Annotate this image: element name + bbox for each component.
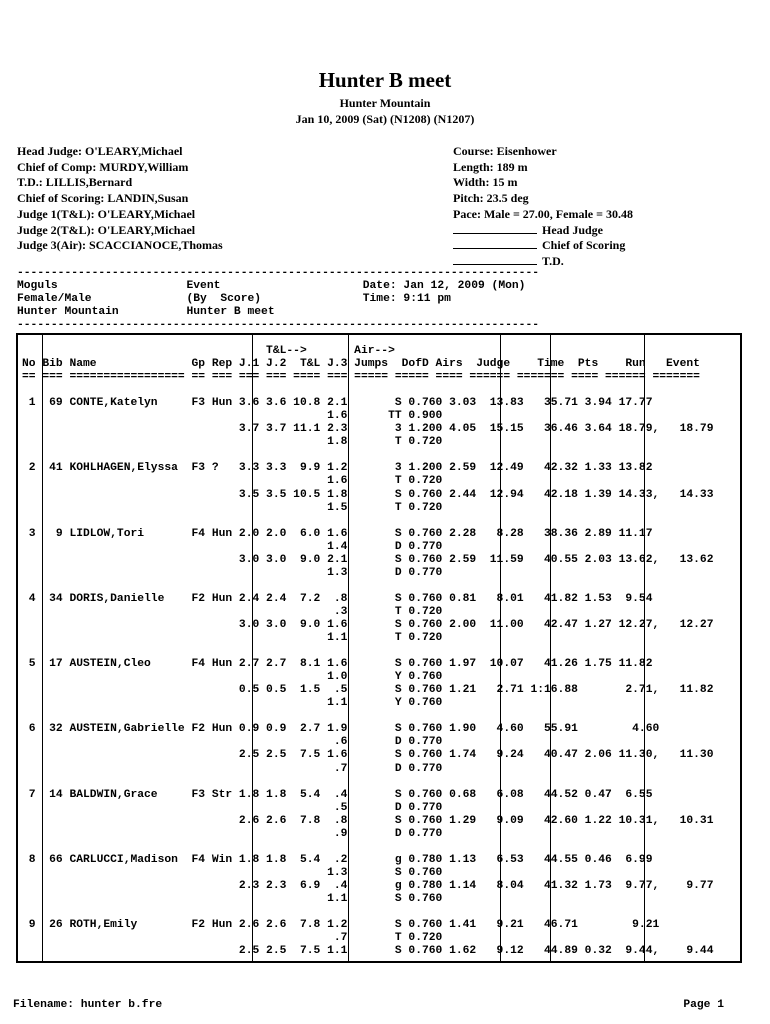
- signature-label: Head Judge: [542, 222, 604, 237]
- official-head-judge: Head Judge: O'LEARY,Michael: [17, 144, 183, 158]
- course-pitch: Pitch: 23.5 deg: [453, 191, 529, 206]
- results-table: [16, 333, 742, 963]
- signature-label: Chief of Scoring: [542, 238, 626, 253]
- footer-filename: Filename: hunter b.fre: [13, 999, 163, 1011]
- course-name: Course: Eisenhower: [453, 144, 557, 158]
- venue-subtitle: Hunter Mountain: [339, 96, 431, 110]
- officials-list: [17, 144, 223, 254]
- official-judge-3: Judge 3(Air): SCACCIANOCE,Thomas: [17, 238, 223, 253]
- footer-page-number: Page 1: [683, 999, 724, 1011]
- course-length: Length: 189 m: [453, 159, 528, 174]
- signature-label: T.D.: [542, 253, 564, 268]
- signature-line: [453, 254, 537, 265]
- official-td: T.D.: LILLIS,Bernard: [17, 175, 133, 190]
- official-judge-2: Judge 2(T&L): O'LEARY,Michael: [17, 222, 196, 237]
- date-subtitle: Jan 10, 2009 (Sat) (N1208) (N1207): [295, 112, 475, 126]
- event-info-block: ----------------------------------------------------------------------------- Moguls Event Date: Jan 12, 2009 (Mon) Female/Male (By Score) Time: 9:11 pm Hunter Mountain Hunter B meet -----------------------------------------------------------------------------: [17, 267, 540, 331]
- official-judge-1: Judge 1(T&L): O'LEARY,Michael: [17, 206, 196, 221]
- official-chief-of-comp: Chief of Comp: MURDY,William: [17, 159, 189, 174]
- signature-line: [453, 238, 537, 249]
- signature-line: [453, 223, 537, 234]
- signature-chief-of-scoring: [453, 238, 633, 254]
- course-pace: Pace: Male = 27.00, Female = 30.48: [453, 206, 633, 221]
- results-table-text: T&L--> Air--> No Bib Name Gp Rep J.1 J.2 T&L J.3 Jumps DofD Airs Judge Time Pts Run Event == === ================= == === === === ==== === ===== ===== ==== ====== ======= ==== ====== ======= 1 69 CONTE,Katelyn F3 Hun 3.6 3.6 10.8 2.1 S 0.760 3.03 13.83 35.71 3.94 17.77 1.6 TT 0.900 3.7 3.7 11.1 2.3 3 1.200 4.05 15.15 36.46 3.64 18.79, 18.79 1.8 T 0.720 2 41 KOHLHAGEN,Elyssa F3 ? 3.3 3.3 9.9 1.2 3 1.200 2.59 12.49 42.32 1.33 13.82 1.6 T 0.720 3.5 3.5 10.5 1.8 S 0.760 2.44 12.94 42.18 1.39 14.33, 14.33 1.5 T 0.720 3 9 LIDLOW,Tori F4 Hun 2.0 2.0 6.0 1.6 S 0.760 2.28 8.28 38.36 2.89 11.17 1.4 D 0.770 3.0 3.0 9.0 2.1 S 0.760 2.59 11.59 40.55 2.03 13.62, 13.62 1.3 D 0.770 4 34 DORIS,Danielle F2 Hun 2.4 2.4 7.2 .8 S 0.760 0.81 8.01 41.82 1.53 9.54 .3 T 0.720 3.0 3.0 9.0 1.6 S 0.760 2.00 11.00 42.47 1.27 12.27, 12.27 1.1 T 0.720 5 17 AUSTEIN,Cleo F4 Hun 2.7 2.7 8.1 1.6 S 0.760 1.97 10.07 41.26 1.75 11.82 1.0 Y 0.760 0.5 0.5 1.5 .5 S 0.760 1.21 2.71 1:16.88 2.71, 11.82 1.1 Y 0.760 6 32 AUSTEIN,Gabrielle F2 Hun 0.9 0.9 2.7 1.9 S 0.760 1.90 4.60 55.91 4.60 .6 D 0.770 2.5 2.5 7.5 1.6 S 0.760 1.74 9.24 40.47 2.06 11.30, 11.30 .7 D 0.770 7 14 BALDWIN,Grace F3 Str 1.8 1.8 5.4 .4 S 0.760 0.68 6.08 44.52 0.47 6.55 .5 D 0.770 2.6 2.6 7.8 .8 S 0.760 1.29 9.09 42.60 1.22 10.31, 10.31 .9 D 0.770 8 66 CARLUCCI,Madison F4 Win 1.8 1.8 5.4 .2 g 0.780 1.13 6.53 44.55 0.46 6.99 1.3 S 0.760 2.3 2.3 6.9 .4 g 0.780 1.14 8.04 41.32 1.73 9.77, 9.77 1.1 S 0.760 9 26 ROTH,Emily F2 Hun 2.6 2.6 7.8 1.2 S 0.760 1.41 9.21 46.71 9.21 .7 T 0.720 2.5 2.5 7.5 1.1 S 0.760 1.62 9.12 44.89 0.32 9.44, 9.44: [22, 345, 714, 958]
- signature-head-judge: [453, 223, 633, 239]
- course-width: Width: 15 m: [453, 175, 518, 190]
- page-title: Hunter B meet: [318, 68, 452, 92]
- course-info: [453, 144, 633, 270]
- official-chief-of-scoring: Chief of Scoring: LANDIN,Susan: [17, 191, 189, 206]
